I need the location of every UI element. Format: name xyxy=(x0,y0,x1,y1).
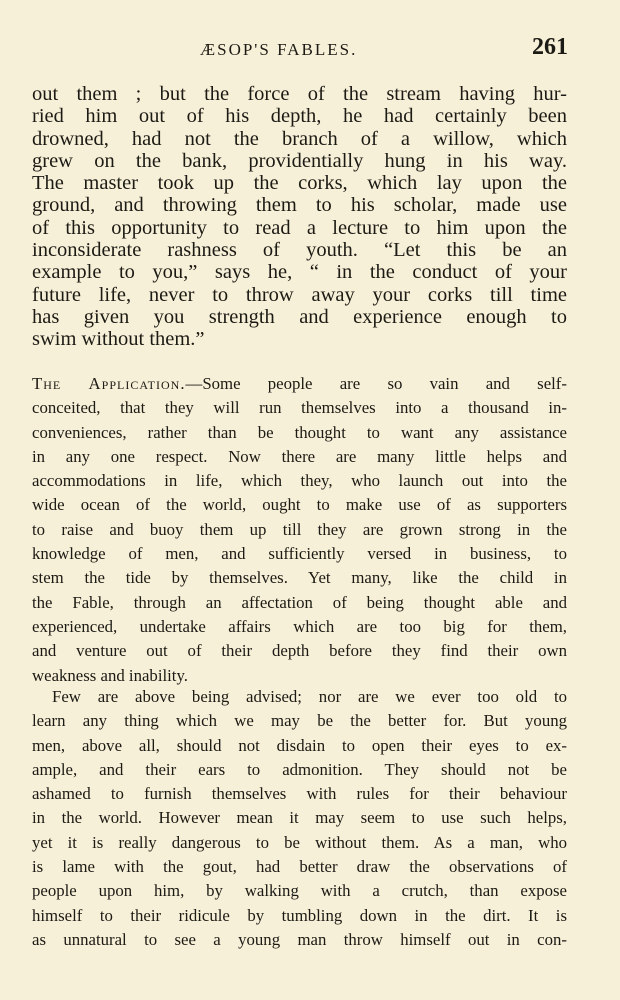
text-line: in the world. However mean it may seem to use such helps, xyxy=(32,808,567,828)
text-line: out them ; but the force of the stream having hur- xyxy=(32,83,567,105)
text-line: has given you strength and experience enough to xyxy=(32,305,567,328)
text-line: ried him out of his depth, he had certainly been xyxy=(32,105,567,128)
text-line: the Fable, through an affectation of being thought able and xyxy=(32,592,567,612)
text-line: ashamed to furnish themselves with rules for their behaviour xyxy=(32,784,567,804)
text-line: Few are above being advised; nor are we ever too old to xyxy=(52,687,567,706)
application-heading: The Application. xyxy=(32,374,186,393)
text-line: inconsiderate rashness of youth. “Let this be an xyxy=(32,239,567,262)
text-line: future life, never to throw away your corks till time xyxy=(32,283,567,306)
application-first-line: —Some people are so vain and self- xyxy=(185,374,567,393)
second-paragraph xyxy=(32,685,567,952)
text-line: ground, and throwing them to his scholar, made use xyxy=(32,194,567,217)
text-line: as unnatural to see a young man throw himself out in con- xyxy=(32,929,567,949)
text-line: drowned, had not the branch of a willow, which xyxy=(32,127,567,150)
application-paragraph xyxy=(32,372,567,688)
text-line: conveniences, rather than be thought to want any assistance xyxy=(32,422,567,442)
text-line: of this opportunity to read a lecture to him upon the xyxy=(32,216,567,239)
text-line: experienced, undertake affairs which are too big for them, xyxy=(32,616,567,636)
text-line xyxy=(32,372,567,396)
text-line: The master took up the corks, which lay upon the xyxy=(32,172,567,195)
text-line: grew on the bank, providentially hung in his way. xyxy=(32,149,567,172)
text-line: men, above all, should not disdain to open their eyes to ex- xyxy=(32,735,567,755)
fable-text xyxy=(32,83,567,351)
text-line: and venture out of their depth before they find their own xyxy=(32,641,567,661)
text-line: himself to their ridicule by tumbling down in the dirt. It is xyxy=(32,905,567,925)
text-line: swim without them.” xyxy=(32,328,205,351)
running-head: ÆSOP'S FABLES. xyxy=(200,40,358,59)
text-line: example to you,” says he, “ in the conduct of your xyxy=(32,261,567,284)
text-line: conceited, that they will run themselves into a thousand in- xyxy=(32,398,567,418)
text-line: yet it is really dangerous to be without them. As a man, who xyxy=(32,832,567,852)
text-line: knowledge of men, and sufficiently versed in business, to xyxy=(32,544,567,564)
text-line: wide ocean of the world, ought to make use of as supporters xyxy=(32,495,567,515)
text-line: accommodations in life, which they, who launch out into the xyxy=(32,471,567,491)
text-line: weakness and inability. xyxy=(32,665,188,685)
text-line: in any one respect. Now there are many little helps and xyxy=(32,446,567,466)
text-line: people upon him, by walking with a crutch, than expose xyxy=(32,881,567,901)
text-line: to raise and buoy them up till they are grown strong in the xyxy=(32,519,567,539)
page-number: 261 xyxy=(532,34,568,60)
text-line: ample, and their ears to admonition. They should not be xyxy=(32,759,567,779)
text-line: stem the tide by themselves. Yet many, like the child in xyxy=(32,568,567,588)
text-line: is lame with the gout, had better draw the observations of xyxy=(32,857,567,877)
text-line: learn any thing which we may be the better for. But young xyxy=(32,711,567,731)
